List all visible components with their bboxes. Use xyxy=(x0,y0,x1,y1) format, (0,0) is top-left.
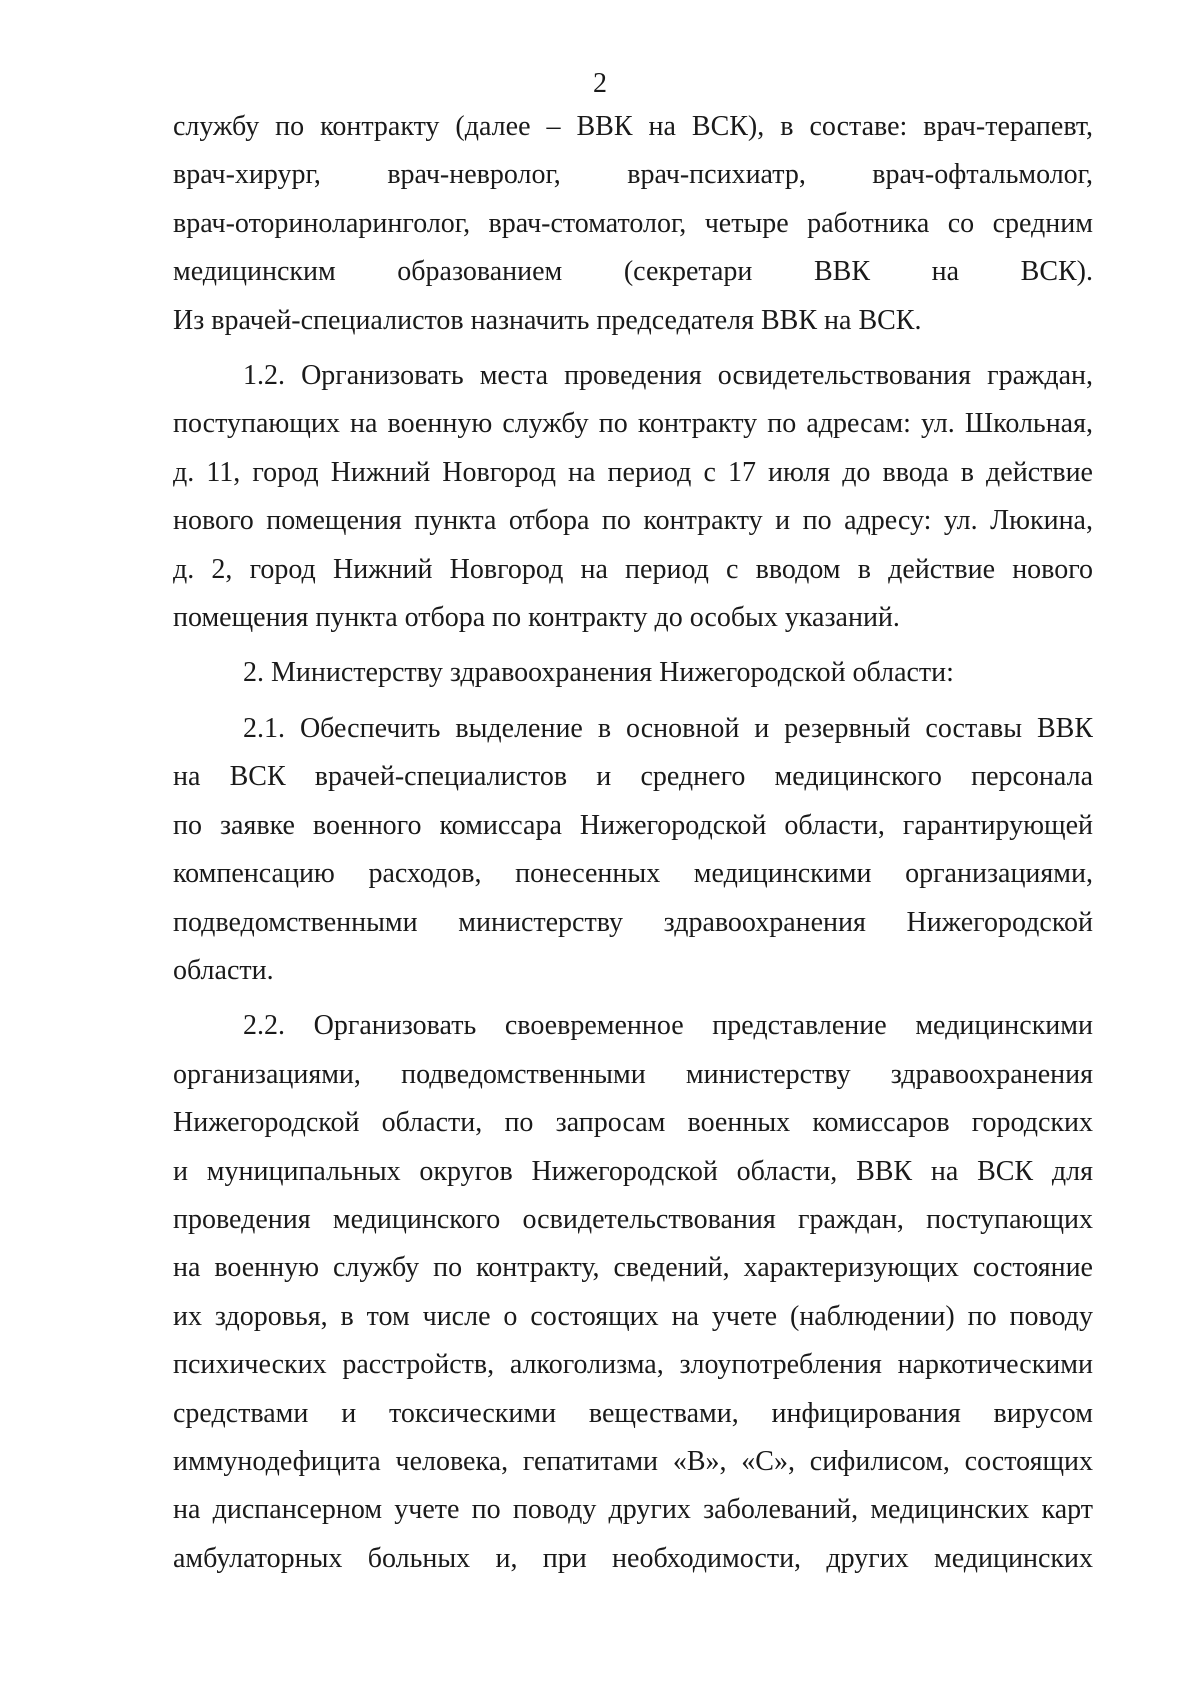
text-line: на диспансерном учете по поводу других заболеваний, медицинских карт xyxy=(173,1494,1093,1526)
page-number: 2 xyxy=(593,68,607,99)
text-line: врач-хирург, врач-невролог, врач-психиатр, врач-офтальмолог, xyxy=(173,159,1093,191)
text-line: подведомственными министерству здравоохранения Нижегородской xyxy=(173,906,1093,938)
text-line: поступающих на военную службу по контракту по адресам: ул. Школьная, xyxy=(173,408,1093,440)
text-line: области. xyxy=(173,954,274,986)
text-line: врач-оториноларинголог, врач-стоматолог, четыре работника со средним xyxy=(173,207,1093,239)
text-line: иммунодефицита человека, гепатитами «В», «С», сифилисом, состоящих xyxy=(173,1445,1093,1477)
text-line: психических расстройств, алкоголизма, злоупотребления наркотическими xyxy=(173,1349,1093,1381)
text-line: медицинским образованием (секретари ВВК на ВСК). xyxy=(173,256,1093,288)
text-line: средствами и токсическими веществами, инфицирования вирусом xyxy=(173,1397,1093,1429)
text-line: д. 2, город Нижний Новгород на период с вводом в действие нового xyxy=(173,553,1093,585)
text-line: службу по контракту (далее – ВВК на ВСК), в составе: врач-терапевт, xyxy=(173,111,1093,142)
text-line: 1.2. Организовать места проведения освидетельствования граждан, xyxy=(243,360,1093,392)
text-line: проведения медицинского освидетельствования граждан, поступающих xyxy=(173,1203,1093,1235)
text-line: помещения пункта отбора по контракту до особых указаний. xyxy=(173,602,900,634)
text-line: их здоровья, в том числе о состоящих на учете (наблюдении) по поводу xyxy=(173,1300,1093,1332)
text-line: на военную службу по контракту, сведений, характеризующих состояние xyxy=(173,1252,1093,1284)
text-line: Нижегородской области, по запросам военных комиссаров городских xyxy=(173,1107,1093,1139)
text-line: компенсацию расходов, понесенных медицинскими организациями, xyxy=(173,858,1093,890)
text-line: Из врачей-специалистов назначить председателя ВВК на ВСК. xyxy=(173,304,922,336)
document-body xyxy=(173,103,1093,1583)
text-line: на ВСК врачей-специалистов и среднего медицинского персонала xyxy=(173,761,1093,793)
text-line: 2.2. Организовать своевременное представление медицинскими xyxy=(243,1010,1093,1042)
text-line: д. 11, город Нижний Новгород на период с 17 июля до ввода в действие xyxy=(173,456,1093,488)
text-line: амбулаторных больных и, при необходимости, других медицинских xyxy=(173,1542,1093,1574)
text-line: нового помещения пункта отбора по контракту и по адресу: ул. Люкина, xyxy=(173,505,1093,537)
text-line: 2.1. Обеспечить выделение в основной и резервный составы ВВК xyxy=(243,712,1093,744)
text-line: по заявке военного комиссара Нижегородской области, гарантирующей xyxy=(173,809,1093,841)
text-line: 2. Министерству здравоохранения Нижегородской области: xyxy=(243,657,954,689)
text-line: и муниципальных округов Нижегородской области, ВВК на ВСК для xyxy=(173,1155,1093,1187)
text-line: организациями, подведомственными министерству здравоохранения xyxy=(173,1058,1093,1090)
